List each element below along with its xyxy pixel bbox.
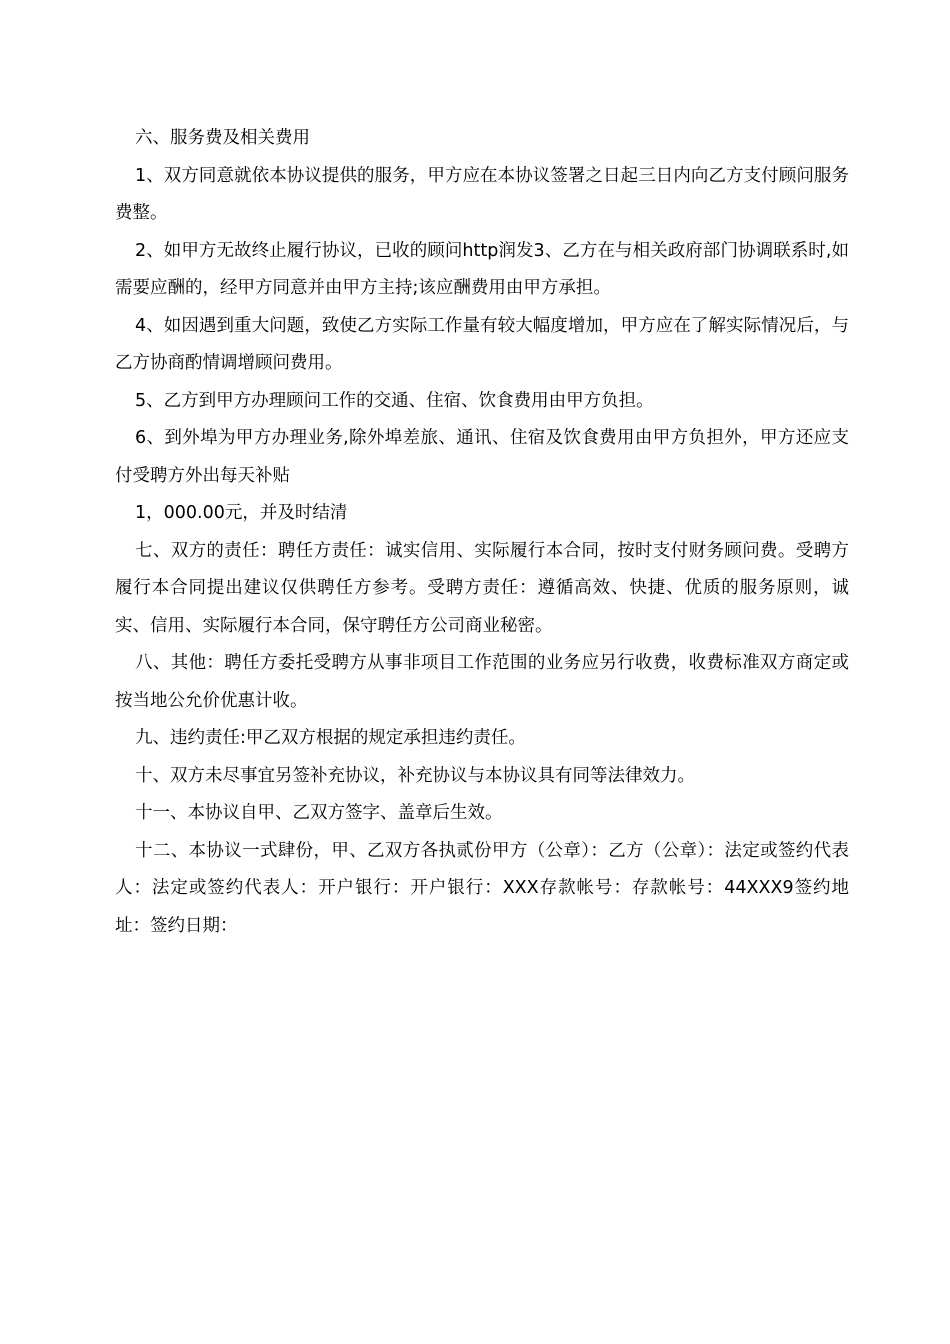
document-body: [115, 120, 849, 945]
section-effectiveness: 十一、本协议自甲、乙双方签字、盖章后生效。: [135, 803, 503, 823]
section-signatures: 十二、本协议一式肆份，甲、乙双方各执贰份甲方（公章）：乙方（公章）：法定或签约代表人：法定或签约代表人：开户银行：开户银行：XXX存款帐号：存款帐号：44XXX9签约地址：签约日期：: [115, 840, 849, 936]
clause-paragraph: 6、到外埠为甲方办理业务,除外埠差旅、通讯、住宿及饮食费用由甲方负担外，甲方还应支付受聘方外出每天补贴: [115, 428, 849, 486]
section-heading-service-fees: 六、服务费及相关费用: [135, 128, 310, 148]
clause-paragraph: 4、如因遇到重大问题，致使乙方实际工作量有较大幅度增加，甲方应在了解实际情况后，与乙方协商酌情调增顾问费用。: [115, 315, 849, 373]
clause-paragraph: 2、如甲方无故终止履行协议，已收的顾问http润发3、乙方在与相关政府部门协调联系时,如需要应酬的，经甲方同意并由甲方主持;该应酬费用由甲方承担。: [115, 240, 849, 298]
section-breach-liability: 九、违约责任:甲乙双方根据的规定承担违约责任。: [135, 728, 526, 748]
section-supplementary: 十、双方未尽事宜另签补充协议，补充协议与本协议具有同等法律效力。: [135, 765, 695, 786]
section-other: 八、其他：聘任方委托受聘方从事非项目工作范围的业务应另行收费，收费标准双方商定或按当地公允价优惠计收。: [115, 653, 849, 711]
clause-paragraph: 5、乙方到甲方办理顾问工作的交通、住宿、饮食费用由甲方负担。: [135, 390, 654, 411]
section-responsibilities: 七、双方的责任：聘任方责任：诚实信用、实际履行本合同，按时支付财务顾问费。受聘方履行本合同提出建议仅供聘任方参考。受聘方责任：遵循高效、快捷、优质的服务原则，诚实、信用、实际履行本合同，保守聘任方公司商业秘密。: [115, 540, 849, 636]
clause-paragraph: 1、双方同意就依本协议提供的服务，甲方应在本协议签署之日起三日内向乙方支付顾问服务费整。: [115, 165, 849, 223]
clause-paragraph: 1，000.00元，并及时结清: [135, 503, 348, 523]
